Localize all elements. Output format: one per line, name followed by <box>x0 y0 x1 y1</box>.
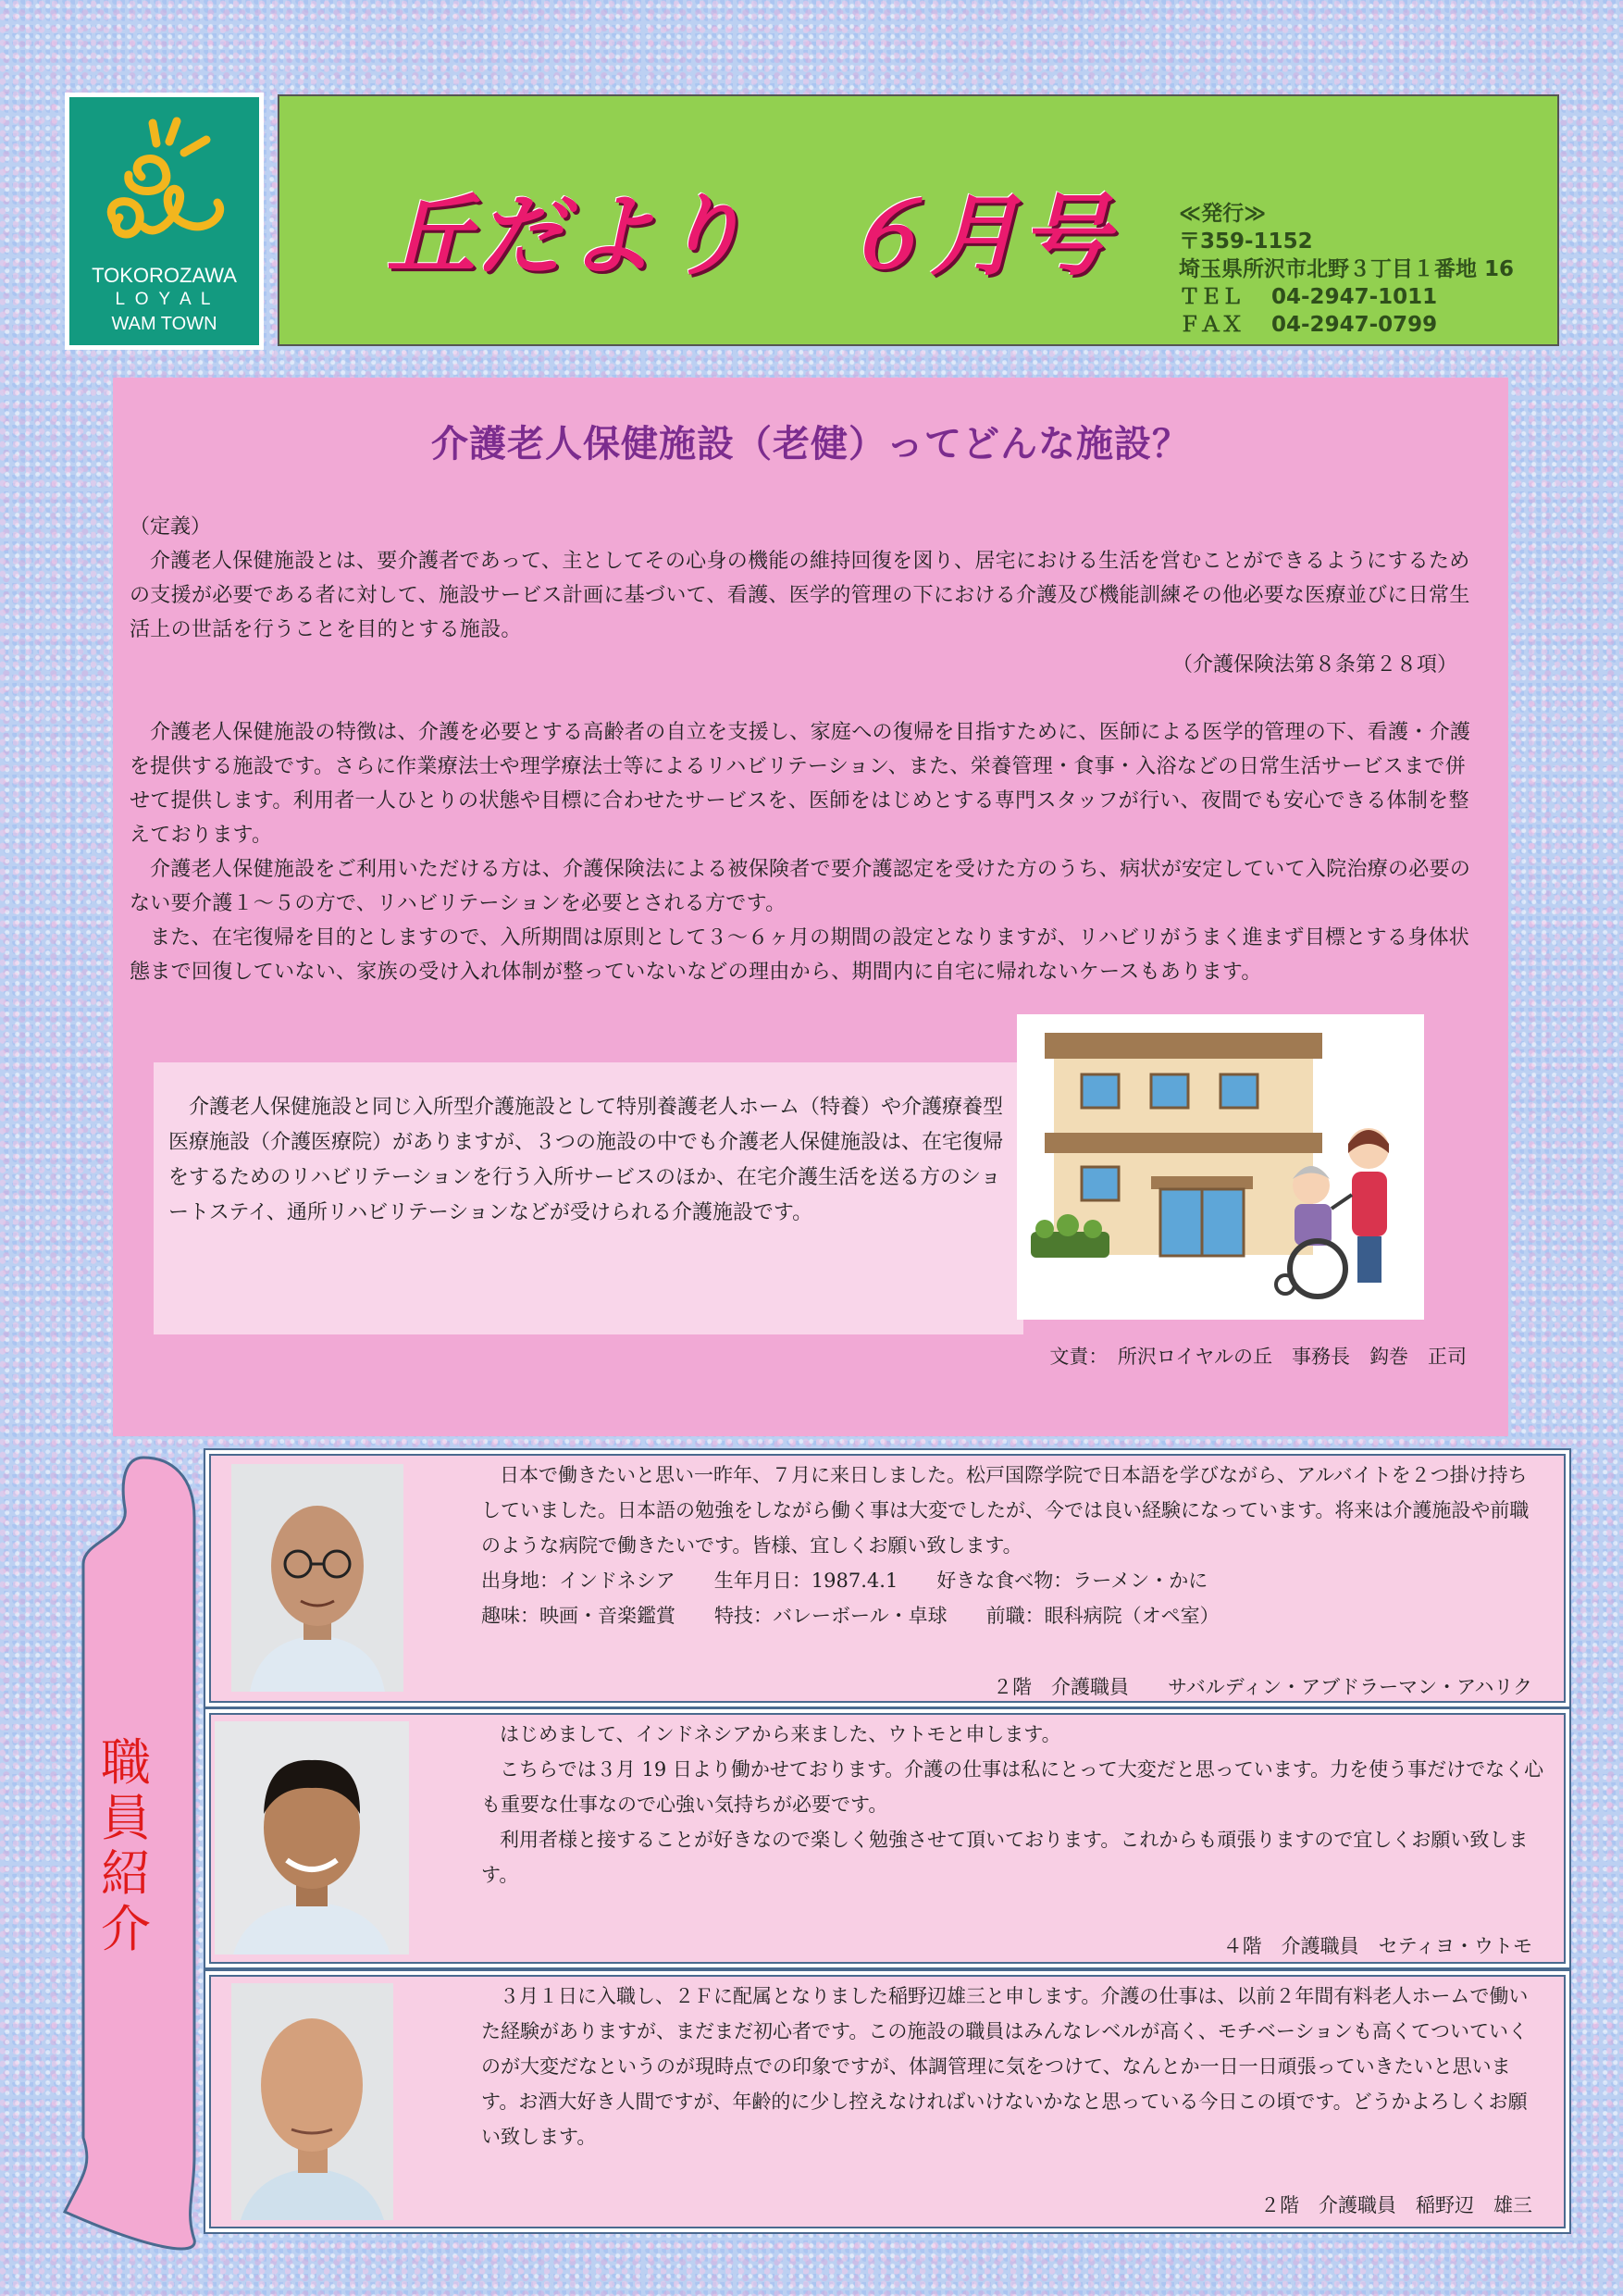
ribbon-char: 員 <box>101 1789 151 1847</box>
features-section <box>130 715 1473 989</box>
staff-facts-line: 趣味：映画・音楽鑑賞 特技：バレーボール・卓球 前職：眼科病院（オペ室） <box>481 1605 1220 1627</box>
ribbon-char: 紹 <box>101 1844 151 1903</box>
fax: ＦＡＸ 04-2947-0799 <box>1179 313 1438 337</box>
staff-photo <box>231 1464 403 1692</box>
staff-intro-text: 日本で働きたいと思い一昨年、７月に来日しました。松戸国際学院で日本語を学びながら、アルバイトを２つ掛け持ちしていました。日本語の勉強をしながら働く事は大変でしたが、今では良い経験になっています。将来は介護施設や前職のような病院で働きたいです。皆様、宜しくお願い致します。 <box>481 1464 1530 1557</box>
article-panel <box>113 378 1508 1436</box>
ribbon-char: 介 <box>101 1900 151 1958</box>
staff-card <box>204 1707 1571 1969</box>
definition-label: （定義） <box>130 515 212 539</box>
logo-line-1: TOKOROZAWA <box>92 264 237 287</box>
staff-intro-text: こちらでは３月 19 日より働かせております。介護の仕事は私にとって大変だと思っています。力を使う事だけでなく心も重要な仕事なので心強い気持ちが必要です。 <box>481 1758 1544 1816</box>
staff-photo <box>215 1721 409 1955</box>
care-facility-illustration <box>1017 1014 1424 1320</box>
feature-paragraph: 介護老人保健施設の特徴は、介護を必要とする高齢者の自立を支援し、家庭への復帰を目指すために、医師による医学的管理の下、看護・介護を提供する施設です。さらに作業療法士や理学療法士等によるリハビリテーション、また、栄養管理・食事・入浴などの日常生活サービスまで併せて提供します。利用者一人ひとりの状態や目標に合わせたサービスを、医師をはじめとする専門スタッフが行い、夜間でも安心できる体制を整えております。 <box>130 721 1471 847</box>
publisher-info <box>1179 200 1514 339</box>
feature-paragraph: 介護老人保健施設をご利用いただける方は、介護保険法による被保険者で要介護認定を受けた方のうち、病状が安定していて入院治療の必要のない要介護１～５の方で、リハビリテーションを必要とされる方です。 <box>130 858 1471 915</box>
definition-body: 介護老人保健施設とは、要介護者であって、主としてその心身の機能の維持回復を図り、居宅における生活を営むことができるようにするための支援が必要である者に対して、施設サービス計画に基づいて、看護、医学的管理の下における介護及び機能訓練その他必要な医療並びに日常生活上の世話を行うことを目的とする施設。 <box>130 550 1470 641</box>
law-reference: （介護保険法第８条第２８項） <box>1171 653 1457 676</box>
logo-mark-icon <box>88 105 245 262</box>
address: 埼玉県所沢市北野３丁目１番地 16 <box>1179 257 1515 281</box>
newsletter-title: 丘だより ６月号 <box>386 184 1111 288</box>
staff-profile <box>481 1458 1545 1633</box>
tel: ＴＥＬ 04-2947-1011 <box>1179 285 1438 309</box>
staff-signature: ４階 介護職員 セティヨ・ウトモ <box>1222 1935 1532 1957</box>
facility-logo <box>65 93 264 350</box>
callout-box: 介護老人保健施設と同じ入所型介護施設として特別養護老人ホーム（特養）や介護療養型医療施設（介護医療院）がありますが、３つの施設の中でも介護老人保健施設は、在宅復帰をするためのリハビリテーションを行う入所サービスのほか、在宅介護生活を送る方のショートステイ、通所リハビリテーションなどが受けられる介護施設です。 <box>154 1062 1023 1334</box>
staff-card <box>204 1969 1571 2234</box>
newsletter-header <box>278 94 1559 346</box>
postal-code: 〒359-1152 <box>1179 230 1313 254</box>
staff-intro-text: はじめまして、インドネシアから来ました、ウトモと申します。 <box>500 1723 1061 1745</box>
staff-facts-line: 出身地：インドネシア 生年月日：1987.4.1 好きな食べ物：ラーメン・かに <box>481 1570 1208 1592</box>
publisher-label: ≪発行≫ <box>1179 202 1267 226</box>
staff-intro-heading <box>96 1735 155 1957</box>
ribbon-char: 職 <box>101 1733 151 1792</box>
staff-card <box>204 1448 1571 1708</box>
staff-profile <box>481 1717 1545 1893</box>
staff-intro-text: 利用者様と接することが好きなので楽しく勉強させて頂いております。これからも頑張りますので宜しくお願い致します。 <box>481 1829 1529 1886</box>
staff-profile <box>481 1979 1545 2154</box>
feature-paragraph: また、在宅復帰を目的としますので、入所期間は原則として３～６ヶ月の期間の設定となりますが、リハビリがうまく進まず目標とする身体状態まで回復していない、家族の受け入れ体制が整っていないなどの理由から、期間内に自宅に帰れないケースもあります。 <box>130 926 1470 984</box>
staff-photo <box>231 1983 393 2220</box>
logo-line-2: L O Y A L <box>115 290 214 309</box>
article-title: 介護老人保健施設（老健）ってどんな施設？ <box>431 422 1190 465</box>
article-byline: 文責： 所沢ロイヤルの丘 事務長 鈎巻 正司 <box>1049 1346 1467 1368</box>
logo-line-3: WAM TOWN <box>111 314 217 334</box>
staff-intro-text: ３月１日に入職し、２Ｆに配属となりました稲野辺雄三と申します。介護の仕事は、以前２年間有料老人ホームで働いた経験がありますが、まだまだ初心者です。この施設の職員はみんなレベルが高く、モチベーションも高くてついていくのが大変だなというのが現時点での印象ですが、体調管理に気をつけて、なんとか一日一日頑張っていきたいと思います。お酒大好き人間ですが、年齢的に少し控えなければいけないかなと思っている今日この頃です。どうかよろしくお願い致します。 <box>481 1985 1529 2148</box>
staff-signature: ２階 介護職員 サバルディン・アブドラーマン・アハリク <box>993 1676 1532 1698</box>
staff-signature: ２階 介護職員 稲野辺 雄三 <box>1260 2194 1532 2216</box>
